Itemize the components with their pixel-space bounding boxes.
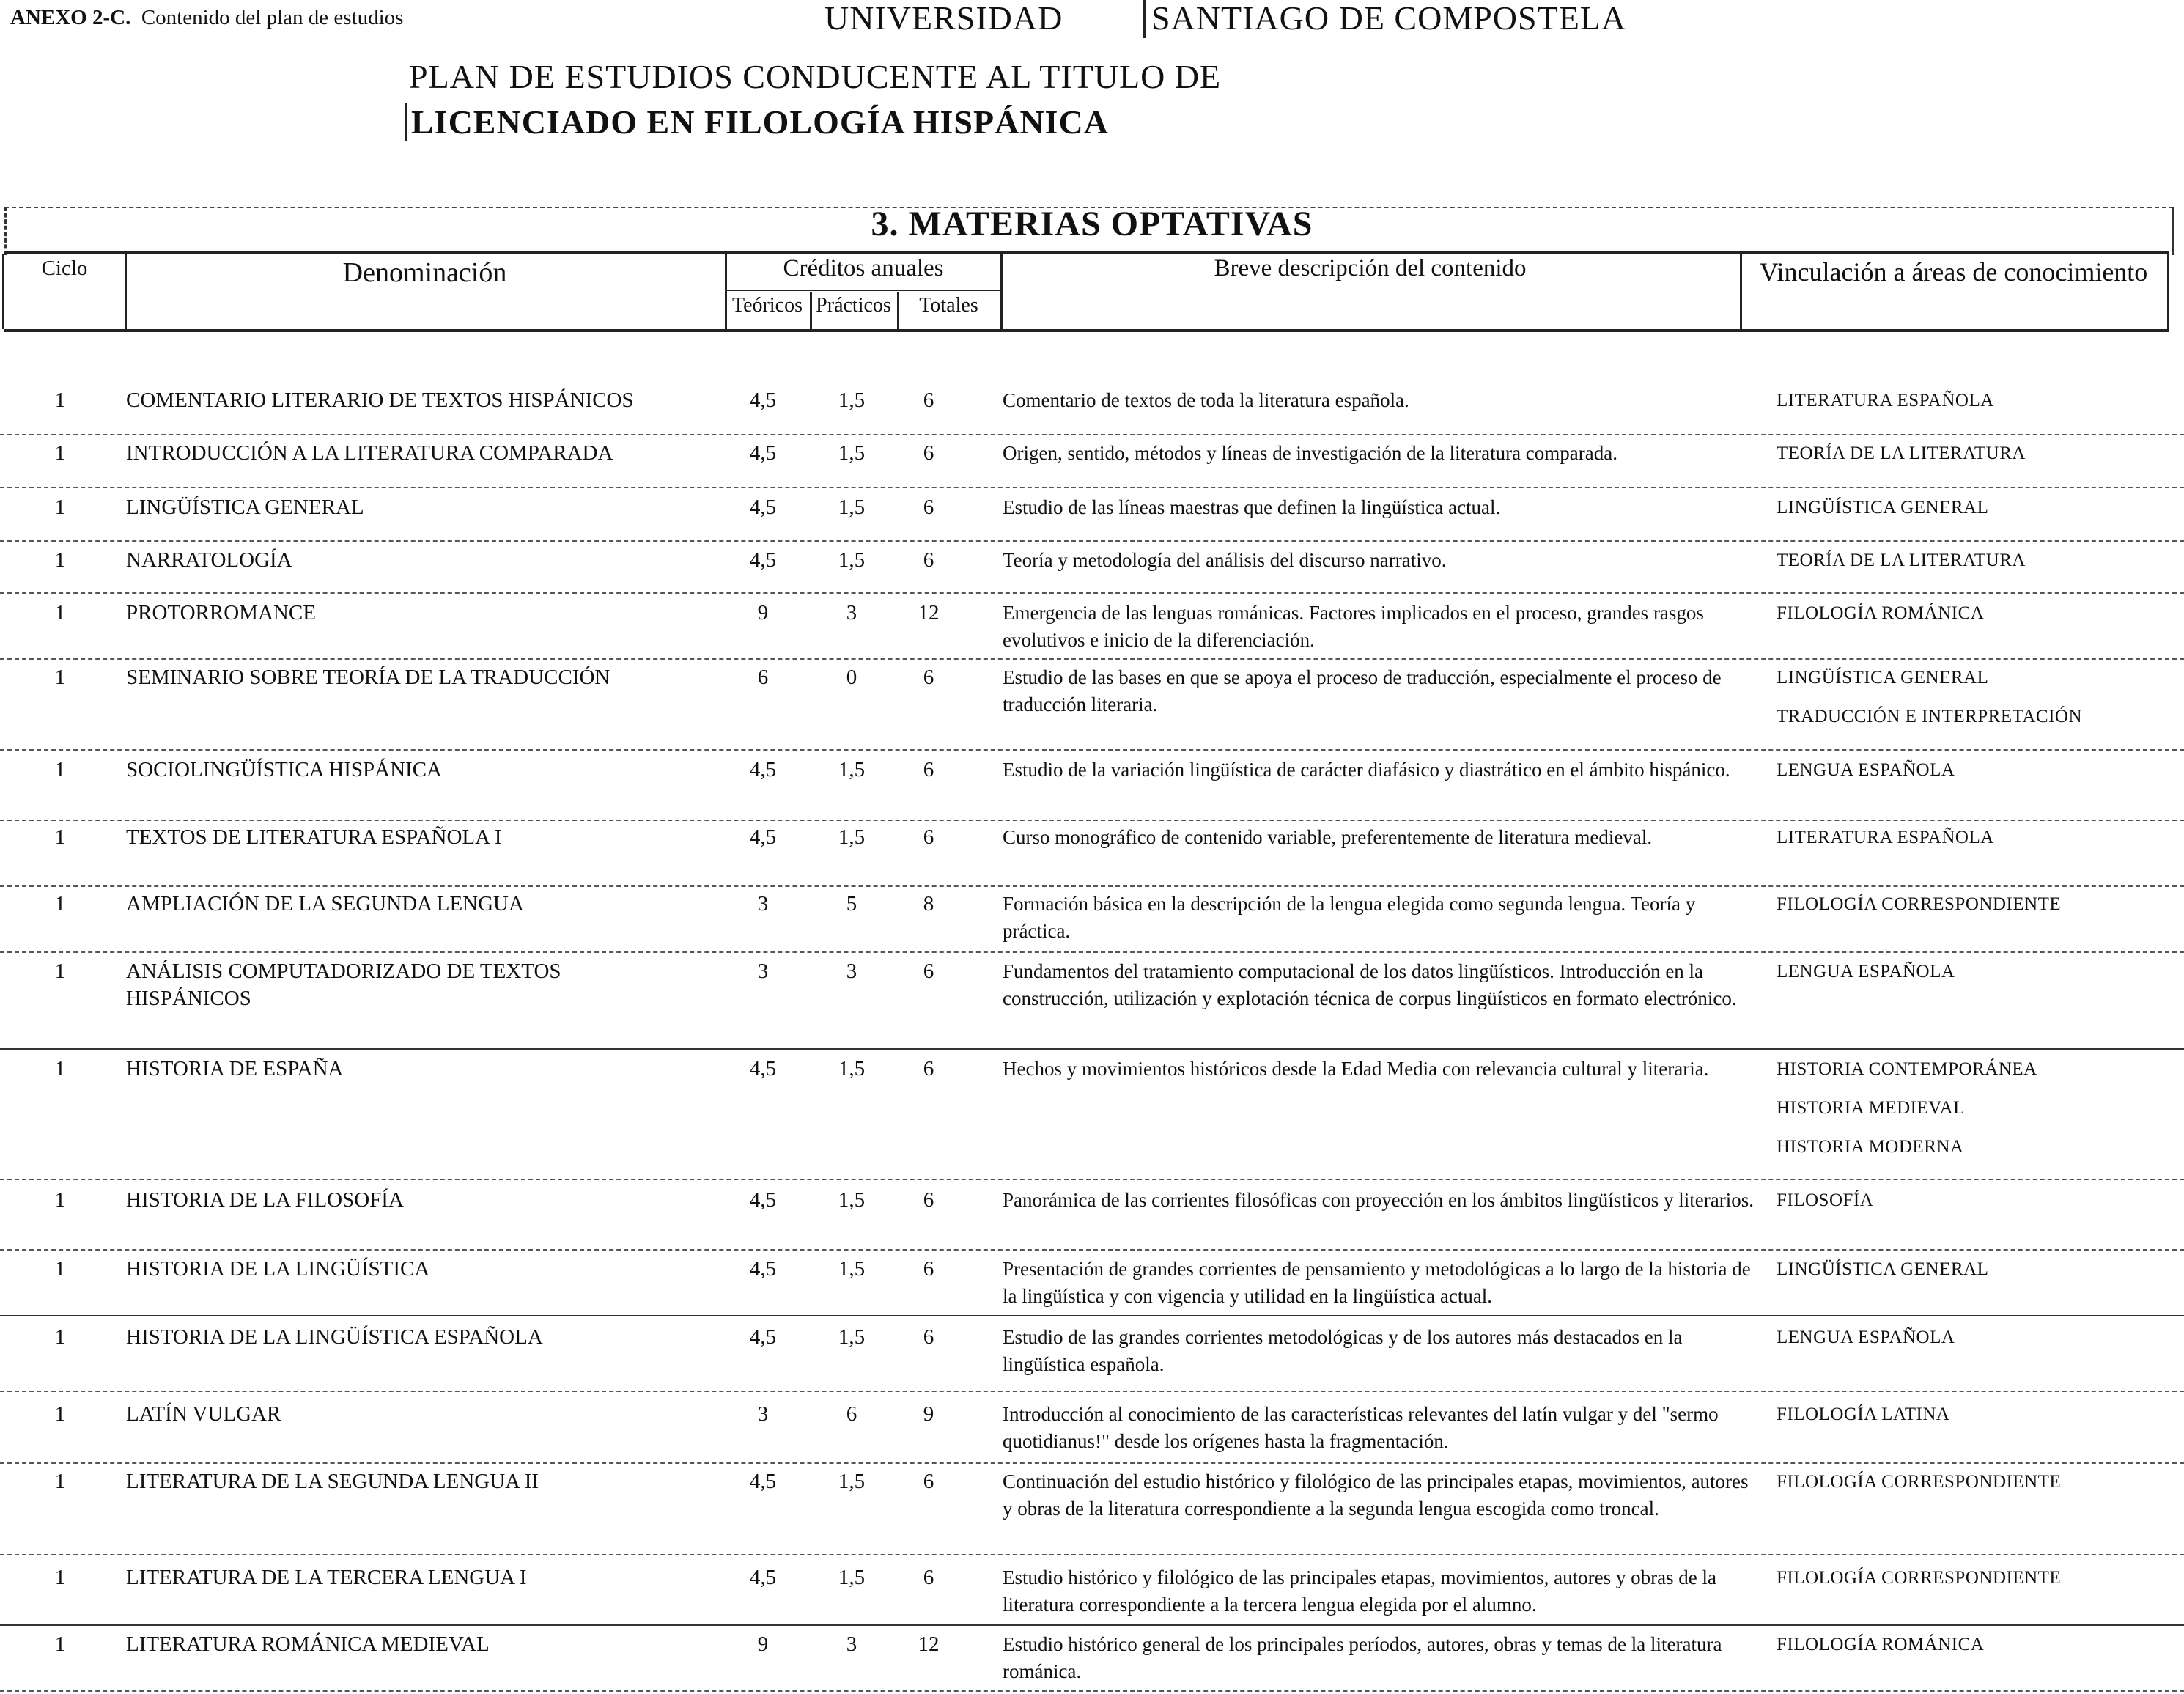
row-divider: [0, 1179, 2184, 1180]
row-creditos-totales: 12: [918, 601, 940, 625]
row-descripcion: Estudio histórico y filológico de las principales etapas, movimientos, autores y obras de la literatura correspondiente a la tercera lengua elegida por el alumno.: [1003, 1566, 1717, 1616]
row-denominacion: HISTORIA DE LA LINGÜÍSTICA ESPAÑOLA: [126, 1325, 543, 1349]
annex-description: Contenido del plan de estudios: [141, 6, 404, 29]
row-descripcion: Fundamentos del tratamiento computacional de los datos lingüísticos. Introducción en la construcción, utilización y explotación técnica de corpus lingüísticos en formato electrónico.: [1003, 960, 1737, 1009]
row-descripcion: Origen, sentido, métodos y líneas de investigación de la literatura comparada.: [1003, 442, 1617, 464]
row-denominacion: LINGÜÍSTICA GENERAL: [126, 496, 364, 519]
row-vinculacion: [1777, 952, 2165, 991]
area-item: FILOLOGÍA ROMÁNICA: [1777, 603, 1985, 623]
row-creditos-practicos: 3: [846, 1632, 857, 1656]
row-divider: [0, 1315, 2184, 1316]
row-denominacion: LITERATURA DE LA TERCERA LENGUA I: [126, 1566, 527, 1589]
row-denominacion: NARRATOLOGÍA: [126, 548, 292, 572]
row-creditos-teoricos: 4,5: [749, 548, 777, 572]
row-creditos-teoricos: 4,5: [749, 1057, 777, 1080]
row-divider: [0, 1690, 2184, 1692]
row-ciclo: 1: [54, 666, 66, 689]
row-creditos-teoricos: 3: [757, 960, 769, 983]
row-creditos-practicos: 1,5: [838, 1566, 866, 1589]
col-header-practicos: Prácticos: [816, 294, 891, 317]
row-creditos-teoricos: 4,5: [749, 1325, 777, 1349]
row-creditos-totales: 9: [923, 1402, 934, 1426]
area-item: FILOLOGÍA CORRESPONDIENTE: [1777, 1472, 2062, 1492]
row-descripcion: Introducción al conocimiento de las características relevantes del latín vulgar y del "sermo quotidianus!" desde los orígenes hasta la fragmentación.: [1003, 1403, 1719, 1452]
row-creditos-teoricos: 4,5: [749, 1470, 777, 1493]
col-header-descripcion: Breve descripción del contenido: [1214, 255, 1527, 281]
row-creditos-totales: 6: [923, 1057, 934, 1080]
row-creditos-teoricos: 4,5: [749, 1257, 777, 1281]
row-descripcion: Estudio histórico general de los principales períodos, autores, obras y temas de la literatura románica.: [1003, 1633, 1722, 1682]
row-descripcion: Emergencia de las lenguas románicas. Factores implicados en el proceso, grandes rasgos evolutivos e inicio de la diferenciación.: [1003, 602, 1704, 651]
row-vinculacion: [1777, 1558, 2165, 1597]
area-item: FILOLOGÍA ROMÁNICA: [1777, 1635, 1985, 1654]
row-creditos-practicos: 1,5: [838, 758, 866, 781]
table-header: [4, 251, 2169, 332]
row-vinculacion: [1777, 488, 2165, 527]
row-creditos-practicos: 3: [846, 601, 857, 625]
row-descripcion: Estudio de las bases en que se apoya el proceso de traducción, especialmente el proceso de traducción literaria.: [1003, 666, 1722, 715]
row-creditos-practicos: 1,5: [838, 441, 866, 465]
row-creditos-practicos: 1,5: [838, 496, 866, 519]
row-creditos-practicos: 6: [846, 1402, 857, 1426]
area-item: TRADUCCIÓN E INTERPRETACIÓN: [1777, 707, 2083, 726]
row-creditos-teoricos: 4,5: [749, 388, 777, 412]
row-descripcion: Estudio de las grandes corrientes metodológicas y de los autores más destacados en la lingüística española.: [1003, 1326, 1683, 1375]
row-ciclo: 1: [54, 601, 66, 625]
row-ciclo: 1: [54, 1566, 66, 1589]
row-creditos-practicos: 0: [846, 666, 857, 689]
row-descripcion: Panorámica de las corrientes filosóficas con proyección en los ámbitos lingüísticos y literarios.: [1003, 1189, 1754, 1211]
area-item: LITERATURA ESPAÑOLA: [1777, 828, 1994, 847]
row-creditos-totales: 6: [923, 548, 934, 572]
row-denominacion: COMENTARIO LITERARIO DE TEXTOS HISPÁNICOS: [126, 388, 634, 412]
annex-heading: [10, 6, 403, 30]
row-creditos-totales: 6: [923, 825, 934, 849]
row-creditos-teoricos: 4,5: [749, 825, 777, 849]
row-vinculacion: [1777, 434, 2165, 473]
row-ciclo: 1: [54, 1325, 66, 1349]
row-creditos-practicos: 1,5: [838, 388, 866, 412]
row-creditos-teoricos: 3: [757, 1402, 769, 1426]
university-label: UNIVERSIDAD: [824, 0, 1063, 37]
area-item: HISTORIA MEDIEVAL: [1777, 1098, 1965, 1118]
row-creditos-practicos: 1,5: [838, 1325, 866, 1349]
area-item: FILOLOGÍA CORRESPONDIENTE: [1777, 894, 2062, 914]
row-descripcion: Comentario de textos de toda la literatura española.: [1003, 389, 1409, 411]
area-item: LENGUA ESPAÑOLA: [1777, 962, 1955, 982]
row-vinculacion: [1777, 1625, 2165, 1664]
row-denominacion: HISTORIA DE LA FILOSOFÍA: [126, 1188, 404, 1212]
row-denominacion: INTRODUCCIÓN A LA LITERATURA COMPARADA: [126, 441, 613, 465]
row-creditos-teoricos: 4,5: [749, 496, 777, 519]
row-denominacion: LATÍN VULGAR: [126, 1402, 281, 1426]
row-ciclo: 1: [54, 1188, 66, 1212]
area-item: TEORÍA DE LA LITERATURA: [1777, 550, 2026, 570]
row-creditos-teoricos: 4,5: [749, 1566, 777, 1589]
row-creditos-practicos: 1,5: [838, 548, 866, 572]
area-item: FILOLOGÍA LATINA: [1777, 1404, 1950, 1424]
row-vinculacion: [1777, 1462, 2165, 1501]
row-creditos-totales: 6: [923, 960, 934, 983]
row-creditos-totales: 6: [923, 666, 934, 689]
row-descripcion: Hechos y movimientos históricos desde la Edad Media con relevancia cultural y literaria.: [1003, 1058, 1709, 1080]
row-creditos-totales: 6: [923, 1470, 934, 1493]
area-item: TEORÍA DE LA LITERATURA: [1777, 443, 2026, 463]
row-creditos-totales: 6: [923, 1566, 934, 1589]
row-vinculacion: [1777, 594, 2165, 633]
area-item: LENGUA ESPAÑOLA: [1777, 760, 1955, 780]
row-descripcion: Curso monográfico de contenido variable, preferentemente de literatura medieval.: [1003, 826, 1653, 848]
row-vinculacion: [1777, 818, 2165, 857]
row-creditos-totales: 6: [923, 1325, 934, 1349]
row-creditos-totales: 6: [923, 388, 934, 412]
row-vinculacion: [1777, 541, 2165, 580]
row-creditos-practicos: 1,5: [838, 1470, 866, 1493]
area-item: LITERATURA ESPAÑOLA: [1777, 391, 1994, 410]
row-ciclo: 1: [54, 388, 66, 412]
row-creditos-teoricos: 4,5: [749, 441, 777, 465]
row-ciclo: 1: [54, 960, 66, 983]
row-descripcion: Presentación de grandes corrientes de pensamiento y metodológicas a lo largo de la historia de la lingüística y con vigencia y utilidad en la lingüística actual.: [1003, 1258, 1751, 1307]
row-ciclo: 1: [54, 1402, 66, 1426]
area-item: FILOLOGÍA CORRESPONDIENTE: [1777, 1568, 2062, 1588]
row-ciclo: 1: [54, 496, 66, 519]
row-vinculacion: [1777, 751, 2165, 789]
row-descripcion: Formación básica en la descripción de la lengua elegida como segunda lengua. Teoría y práctica.: [1003, 893, 1696, 942]
row-descripcion: Estudio de la variación lingüística de carácter diafásico y diastrático en el ámbito hispánico.: [1003, 759, 1730, 781]
col-header-ciclo: Ciclo: [41, 257, 88, 280]
row-creditos-practicos: 1,5: [838, 1057, 866, 1080]
row-ciclo: 1: [54, 1057, 66, 1080]
university-name: SANTIAGO DE COMPOSTELA: [1143, 0, 1626, 38]
row-vinculacion: [1777, 1250, 2165, 1289]
row-creditos-totales: 6: [923, 441, 934, 465]
row-denominacion: HISTORIA DE ESPAÑA: [126, 1057, 344, 1080]
row-ciclo: 1: [54, 1257, 66, 1281]
row-ciclo: 1: [54, 548, 66, 572]
row-ciclo: 1: [54, 1470, 66, 1493]
row-descripcion: Continuación del estudio histórico y filológico de las principales etapas, movimientos, autores y obras de la literatura correspondiente a la segunda lengua escogida como troncal.: [1003, 1470, 1749, 1520]
col-header-vinculacion: Vinculación a áreas de conocimiento: [1759, 257, 2148, 287]
row-denominacion: PROTORROMANCE: [126, 601, 316, 625]
row-creditos-totales: 6: [923, 758, 934, 781]
row-creditos-practicos: 3: [846, 960, 857, 983]
row-creditos-totales: 6: [923, 496, 934, 519]
row-creditos-totales: 6: [923, 1257, 934, 1281]
row-ciclo: 1: [54, 758, 66, 781]
row-vinculacion: [1777, 658, 2165, 736]
row-creditos-teoricos: 3: [757, 892, 769, 916]
row-creditos-totales: 8: [923, 892, 934, 916]
row-creditos-teoricos: 6: [757, 666, 769, 689]
row-creditos-teoricos: 4,5: [749, 758, 777, 781]
area-item: HISTORIA CONTEMPORÁNEA: [1777, 1059, 2037, 1079]
row-creditos-practicos: 1,5: [838, 1257, 866, 1281]
row-denominacion: SEMINARIO SOBRE TEORÍA DE LA TRADUCCIÓN: [126, 666, 610, 689]
area-item: LINGÜÍSTICA GENERAL: [1777, 498, 1989, 518]
row-ciclo: 1: [54, 892, 66, 916]
row-creditos-teoricos: 4,5: [749, 1188, 777, 1212]
row-vinculacion: [1777, 1181, 2165, 1220]
row-vinculacion: [1777, 1395, 2165, 1434]
col-header-teoricos: Teóricos: [731, 294, 803, 317]
area-item: LENGUA ESPAÑOLA: [1777, 1327, 1955, 1347]
row-ciclo: 1: [54, 1632, 66, 1656]
header-divider: [2167, 254, 2169, 329]
col-header-totales: Totales: [919, 294, 978, 317]
row-denominacion: ANÁLISIS COMPUTADORIZADO DE TEXTOS HISPÁNICOS: [126, 960, 561, 1010]
row-denominacion: LITERATURA ROMÁNICA MEDIEVAL: [126, 1632, 490, 1656]
row-vinculacion: [1777, 885, 2165, 924]
row-denominacion: HISTORIA DE LA LINGÜÍSTICA: [126, 1257, 430, 1281]
row-denominacion: TEXTOS DE LITERATURA ESPAÑOLA I: [126, 825, 502, 849]
row-ciclo: 1: [54, 441, 66, 465]
row-ciclo: 1: [54, 825, 66, 849]
row-creditos-practicos: 5: [846, 892, 857, 916]
row-descripcion: Estudio de las líneas maestras que definen la lingüística actual.: [1003, 496, 1501, 518]
row-denominacion: SOCIOLINGÜÍSTICA HISPÁNICA: [126, 758, 442, 781]
row-divider: [0, 1391, 2184, 1392]
plan-title: PLAN DE ESTUDIOS CONDUCENTE AL TITULO DE: [409, 58, 1222, 95]
col-header-denominacion: Denominación: [342, 257, 507, 288]
row-denominacion: AMPLIACIÓN DE LA SEGUNDA LENGUA: [126, 892, 524, 916]
row-creditos-totales: 12: [918, 1632, 940, 1656]
row-descripcion: Teoría y metodología del análisis del discurso narrativo.: [1003, 549, 1447, 571]
degree-title: LICENCIADO EN FILOLOGÍA HISPÁNICA: [405, 103, 1109, 141]
area-item: HISTORIA MODERNA: [1777, 1137, 1964, 1157]
row-divider: [0, 1554, 2184, 1555]
row-creditos-teoricos: 9: [757, 1632, 769, 1656]
row-vinculacion: [1777, 381, 2165, 420]
row-vinculacion: [1777, 1050, 2165, 1166]
annex-number: ANEXO 2-C.: [10, 6, 131, 29]
row-creditos-practicos: 1,5: [838, 1188, 866, 1212]
section-title: 3. MATERIAS OPTATIVAS: [871, 205, 1313, 243]
row-vinculacion: [1777, 1318, 2165, 1357]
credits-subheader-rule: [725, 290, 1002, 291]
area-item: LINGÜÍSTICA GENERAL: [1777, 1259, 1989, 1279]
row-creditos-totales: 6: [923, 1188, 934, 1212]
row-creditos-practicos: 1,5: [838, 825, 866, 849]
area-item: LINGÜÍSTICA GENERAL: [1777, 668, 1989, 688]
row-creditos-teoricos: 9: [757, 601, 769, 625]
row-denominacion: LITERATURA DE LA SEGUNDA LENGUA II: [126, 1470, 539, 1493]
area-item: FILOSOFÍA: [1777, 1190, 1874, 1210]
col-header-creditos: Créditos anuales: [783, 255, 944, 281]
